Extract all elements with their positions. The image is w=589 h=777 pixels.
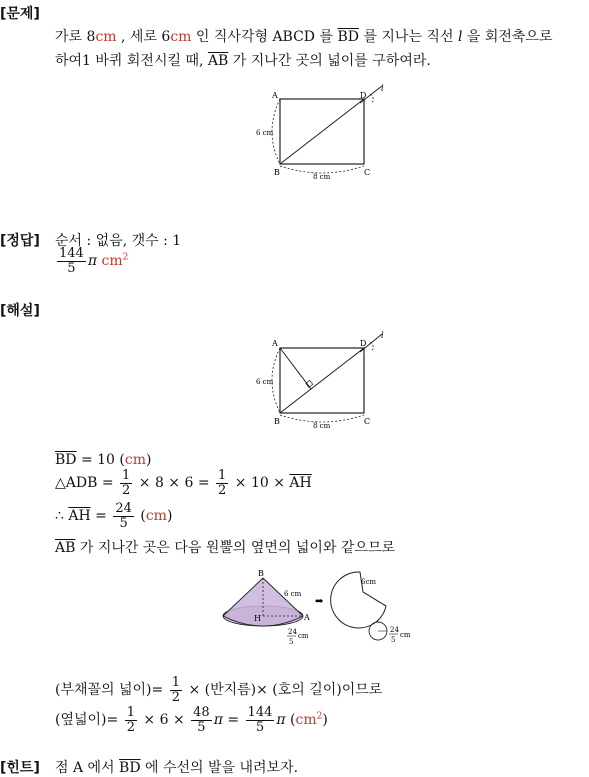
fraction-half bbox=[170, 676, 182, 704]
numerator: 1 bbox=[171, 675, 180, 690]
unit: cm bbox=[101, 253, 123, 270]
base-radius-unit: cm bbox=[400, 631, 411, 639]
exponent: 2 bbox=[122, 252, 129, 263]
answer-unit bbox=[101, 253, 128, 269]
text: 에 수선의 발을 내려보자. bbox=[145, 760, 299, 776]
cone-center-h: H bbox=[254, 614, 261, 623]
base-radius-den: 5 bbox=[391, 636, 396, 644]
unit: cm bbox=[95, 29, 117, 45]
text: 인 직사각형 ABCD 를 bbox=[195, 29, 334, 45]
axis-l: l bbox=[381, 84, 384, 93]
text: △ADB = bbox=[55, 475, 114, 492]
axis-l: l bbox=[381, 331, 384, 340]
unit: cm bbox=[145, 508, 167, 525]
bottom-label: 8 cm bbox=[313, 422, 331, 428]
fraction-half bbox=[120, 469, 132, 497]
segment-ah: $\overline{AH}$ bbox=[289, 475, 312, 492]
hint-line bbox=[55, 757, 298, 777]
cone-slant-label: 6 cm bbox=[284, 590, 302, 598]
side-label: 6 cm bbox=[256, 378, 274, 386]
numerator: 1 bbox=[122, 468, 131, 483]
width-value: 8 bbox=[86, 29, 96, 45]
text: 를 지나는 직선 bbox=[363, 29, 454, 45]
unit: cm bbox=[124, 452, 147, 468]
problem-heading: [문제] bbox=[0, 6, 40, 22]
text: 을 회전축으로 bbox=[466, 29, 553, 45]
cone-radius-unit: cm bbox=[298, 632, 309, 640]
segment-ah: $\overline{AH}$ bbox=[68, 508, 91, 525]
cone-apex-b: B bbox=[258, 569, 264, 578]
eq-sector-area bbox=[55, 676, 382, 704]
text: 가 지나간 곳은 다음 원뿔의 옆면의 넓이와 같으므로 bbox=[79, 540, 396, 556]
value: = 10 bbox=[80, 452, 115, 468]
fraction-half bbox=[216, 469, 228, 497]
text: 하여1 바퀴 회전시킬 때, bbox=[55, 53, 204, 69]
cone-radius-den: 5 bbox=[289, 638, 294, 646]
text: × 6 × bbox=[143, 712, 185, 729]
vertex-a: A bbox=[272, 339, 278, 348]
side-label: 6 cm bbox=[256, 129, 274, 137]
segment-ab: $\overline{AB}$ bbox=[55, 540, 76, 556]
denominator: 5 bbox=[67, 260, 76, 276]
exponent: 2 bbox=[316, 711, 323, 722]
vertex-a: A bbox=[272, 91, 278, 100]
denominator: 5 bbox=[197, 719, 206, 735]
hint-heading: [힌트] bbox=[0, 760, 40, 776]
fraction-24-5 bbox=[113, 502, 134, 530]
equals: = bbox=[227, 712, 240, 729]
text: × 8 × 6 = bbox=[138, 475, 210, 492]
eq-lateral-area: (옆넓이)= $\frac{1}{2}$ × 6 × $\frac{48}{5}$ π = $\frac{144}{5}$ π $(cm^2)$ bbox=[55, 705, 328, 735]
segment-bd: $\overline{BD}$ bbox=[55, 452, 77, 468]
segment-bd: $\overline{BD}$ bbox=[337, 29, 359, 45]
cone-sector-figure bbox=[220, 566, 435, 658]
text: , 세로 bbox=[121, 29, 157, 45]
numerator: 1 bbox=[126, 705, 135, 720]
numerator: 1 bbox=[218, 468, 227, 483]
therefore: ∴ bbox=[55, 508, 64, 525]
pi: π bbox=[213, 712, 223, 729]
arrow-icon: ➡ bbox=[315, 596, 324, 607]
eq-triangle bbox=[55, 469, 312, 497]
problem-line-2 bbox=[55, 50, 431, 70]
desc-line bbox=[55, 537, 395, 557]
vertex-d: D bbox=[360, 339, 367, 348]
denominator: 5 bbox=[119, 515, 128, 531]
rectangle-perpendicular-figure bbox=[250, 328, 390, 428]
answer-value bbox=[55, 247, 128, 275]
answer-line: 순서 : 없음, 갯수 : 1 bbox=[55, 233, 182, 249]
area-unit bbox=[296, 712, 323, 728]
problem-line-1 bbox=[55, 26, 552, 46]
answer-heading: [정답] bbox=[0, 233, 40, 249]
bottom-label: 8 cm bbox=[313, 173, 331, 181]
text: × 10 × bbox=[234, 475, 285, 492]
numerator: 144 bbox=[247, 705, 273, 720]
unit: cm bbox=[170, 29, 192, 45]
text: 점 A 에서 bbox=[55, 760, 115, 776]
fraction-48-5 bbox=[191, 706, 212, 734]
denominator: 2 bbox=[126, 719, 135, 735]
line-l: l bbox=[457, 29, 463, 45]
numerator: 144 bbox=[59, 246, 84, 261]
text: 가로 bbox=[55, 29, 83, 45]
eq-ah: ∴ $\overline{AH}$ = $\frac{24}{5}$ (cm) bbox=[55, 501, 173, 531]
vertex-b: B bbox=[274, 168, 280, 177]
denominator: 5 bbox=[255, 719, 265, 735]
segment-ab: $\overline{AB}$ bbox=[207, 53, 229, 69]
equals: = bbox=[95, 508, 107, 525]
pi: π bbox=[87, 253, 98, 270]
unit: cm bbox=[295, 712, 317, 729]
fraction-half bbox=[125, 706, 137, 734]
vertex-b: B bbox=[274, 417, 280, 426]
denominator: 2 bbox=[122, 482, 131, 498]
text: (옆넓이)= bbox=[55, 712, 119, 729]
rectangle-figure bbox=[250, 82, 390, 182]
vertex-c: C bbox=[364, 168, 371, 177]
fraction-144-5 bbox=[246, 706, 275, 734]
text: (부채꼴의 넓이)= bbox=[55, 682, 164, 699]
denominator: 2 bbox=[171, 689, 180, 705]
eq-bd: $\overline{BD} = 10$ (cm) bbox=[55, 452, 152, 468]
text: × (반지름)× (호의 길이)이므로 bbox=[188, 682, 383, 699]
text: 가 지나간 곳의 넓이를 구하여라. bbox=[232, 53, 431, 69]
height-value: 6 bbox=[161, 29, 171, 45]
numerator: 24 bbox=[115, 501, 132, 516]
segment-bd: $\overline{BD}$ bbox=[119, 760, 141, 776]
answer-fraction bbox=[57, 247, 86, 275]
denominator: 2 bbox=[218, 482, 227, 498]
cone-radius-num: 24 bbox=[288, 628, 297, 636]
explanation-heading: [해설] bbox=[0, 303, 40, 319]
sector-radius-label: 6cm bbox=[361, 578, 377, 586]
base-radius-num: 24 bbox=[390, 626, 399, 634]
cone-point-a: A bbox=[304, 613, 310, 622]
vertex-d: D bbox=[360, 91, 367, 100]
numerator: 48 bbox=[193, 705, 210, 720]
pi: π bbox=[276, 712, 286, 729]
vertex-c: C bbox=[364, 417, 371, 426]
